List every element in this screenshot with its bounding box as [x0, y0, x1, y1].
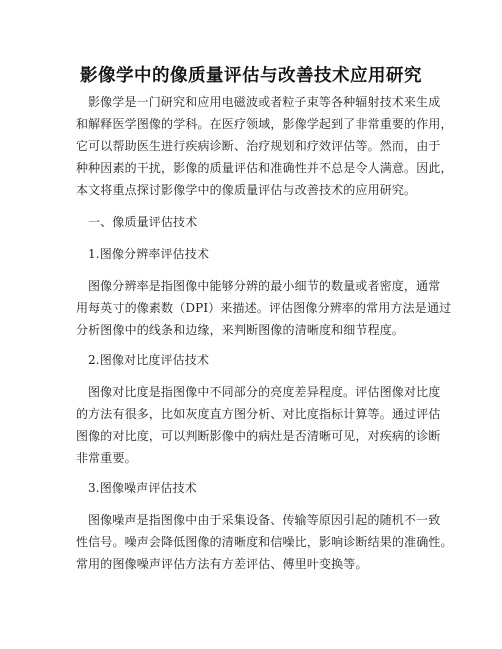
intro-line-5: 本文将重点探讨影像学中的像质量评估与改善技术的应用研究。	[76, 183, 417, 197]
sub2-line-4: 非常重要。	[76, 451, 137, 465]
subsection-heading-3: 3.图像噪声评估技术	[88, 481, 197, 495]
subsection-heading-1: 1.图像分辨率评估技术	[88, 247, 210, 261]
sub1-line-2: 用每英寸的像素数（DPI）来描述。评估图像分辨率的常用方法是通过	[76, 301, 452, 315]
intro-line-4: 种种因素的干扰，影像的质量评估和准确性并不总是令人满意。因此，	[76, 161, 453, 175]
sub3-line-1: 图像噪声是指图像中由于采集设备、传输等原因引起的随机不一致	[88, 513, 441, 527]
section-heading: 一、像质量评估技术	[88, 215, 198, 229]
sub2-line-2: 的方法有很多，比如灰度直方图分析、对比度指标计算等。通过评估	[76, 407, 441, 421]
sub1-line-1: 图像分辨率是指图像中能够分辨的最小细节的数量或者密度，通常	[88, 279, 441, 293]
sub3-line-3: 常用的图像噪声评估方法有方差评估、傅里叶变换等。	[76, 557, 368, 571]
intro-line-2: 和解释医学图像的学科。在医疗领域，影像学起到了非常重要的作用，	[76, 117, 453, 131]
intro-line-1: 影像学是一门研究和应用电磁波或者粒子束等各种辐射技术来生成	[88, 95, 441, 109]
document-title: 影像学中的像质量评估与改善技术应用研究	[80, 66, 422, 86]
sub1-line-3: 分析图像中的线条和边缘，来判断图像的清晰度和细节程度。	[76, 323, 405, 337]
intro-line-3: 它可以帮助医生进行疾病诊断、治疗规划和疗效评估等。然而，由于	[76, 139, 441, 153]
subsection-heading-2: 2.图像对比度评估技术	[88, 353, 210, 367]
sub2-line-3: 图像的对比度，可以判断影像中的病灶是否清晰可见，对疾病的诊断	[76, 429, 441, 443]
sub3-line-2: 性信号。噪声会降低图像的清晰度和信噪比，影响诊断结果的准确性。	[76, 535, 453, 549]
sub2-line-1: 图像对比度是指图像中不同部分的亮度差异程度。评估图像对比度	[88, 385, 441, 399]
